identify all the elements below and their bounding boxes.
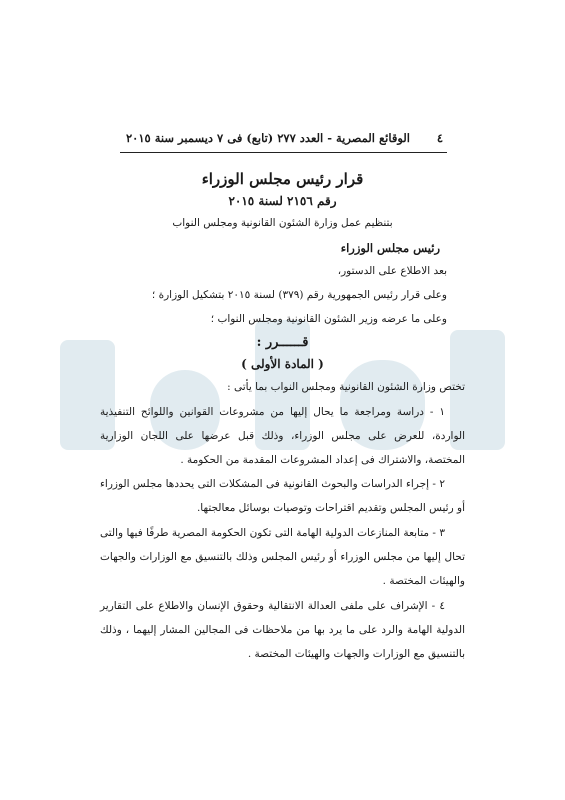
decree-purpose: بتنظيم عمل وزارة الشئون القانونية ومجلس النواب xyxy=(172,217,393,229)
decree-number: رقم ٢١٥٦ لسنة ٢٠١٥ xyxy=(228,194,337,208)
recital-presidential-decree: وعلى قرار رئيس الجمهورية رقم (٣٧٩) لسنة ٢٠١٥ بتشكيل الوزارة ؛ xyxy=(151,289,447,301)
decree-title: قرار رئيس مجلس الوزراء xyxy=(201,170,364,188)
issuer-heading: رئيس مجلس الوزراء xyxy=(340,241,440,255)
recital-minister-proposal: وعلى ما عرضه وزير الشئون القانونية ومجلس النواب ؛ xyxy=(210,313,447,325)
article-title: ( المادة الأولى ) xyxy=(241,357,324,371)
decided-heading: قــــــرر : xyxy=(256,335,309,350)
publication-info: الوقائع المصرية - العدد ٢٧٧ (تابع) فى ٧ ديسمبر سنة ٢٠١٥ xyxy=(126,131,410,145)
article-item-3: ٣ - متابعة المنازعات الدولية الهامة التى تكون الحكومة المصرية طرفًا فيها والتى تحال إليها من مجلس الوزراء أو رئيس المجلس وذلك بالتنسيق مع الوزارات والجهات والهيئات المختصة . xyxy=(100,527,465,587)
recital-constitution: بعد الاطلاع على الدستور، xyxy=(337,265,447,277)
header-divider xyxy=(120,152,447,153)
article-item-2: ٢ - إجراء الدراسات والبحوث القانونية فى المشكلات التى يحددها مجلس الوزراء أو رئيس المجلس وتقديم اقتراحات وتوصيات بوسائل معالجتها. xyxy=(100,478,465,514)
page-header xyxy=(126,131,443,145)
article-intro: تختص وزارة الشئون القانونية ومجلس النواب بما يأتى : xyxy=(227,381,465,393)
article-item-4: ٤ - الإشراف على ملفى العدالة الانتقالية وحقوق الإنسان والاطلاع على التقارير الدولية الهامة والرد على ما يرد بها من ملاحظات فى المجالين المشار إليهما ، وذلك بالتنسيق مع الوزارات والجهات والهيئات المختصة . xyxy=(100,600,465,660)
page-number: ٤ xyxy=(436,131,443,145)
article-item-1: ١ - دراسة ومراجعة ما يحال إليها من مشروعات القوانين واللوائح التنفيذية الواردة، للعرض على مجلس الوزراء، وذلك قبل عرضها على اللجان الوزارية المختصة، والاشتراك فى إعداد المشروعات المقدمة من الحكومة . xyxy=(100,406,465,466)
